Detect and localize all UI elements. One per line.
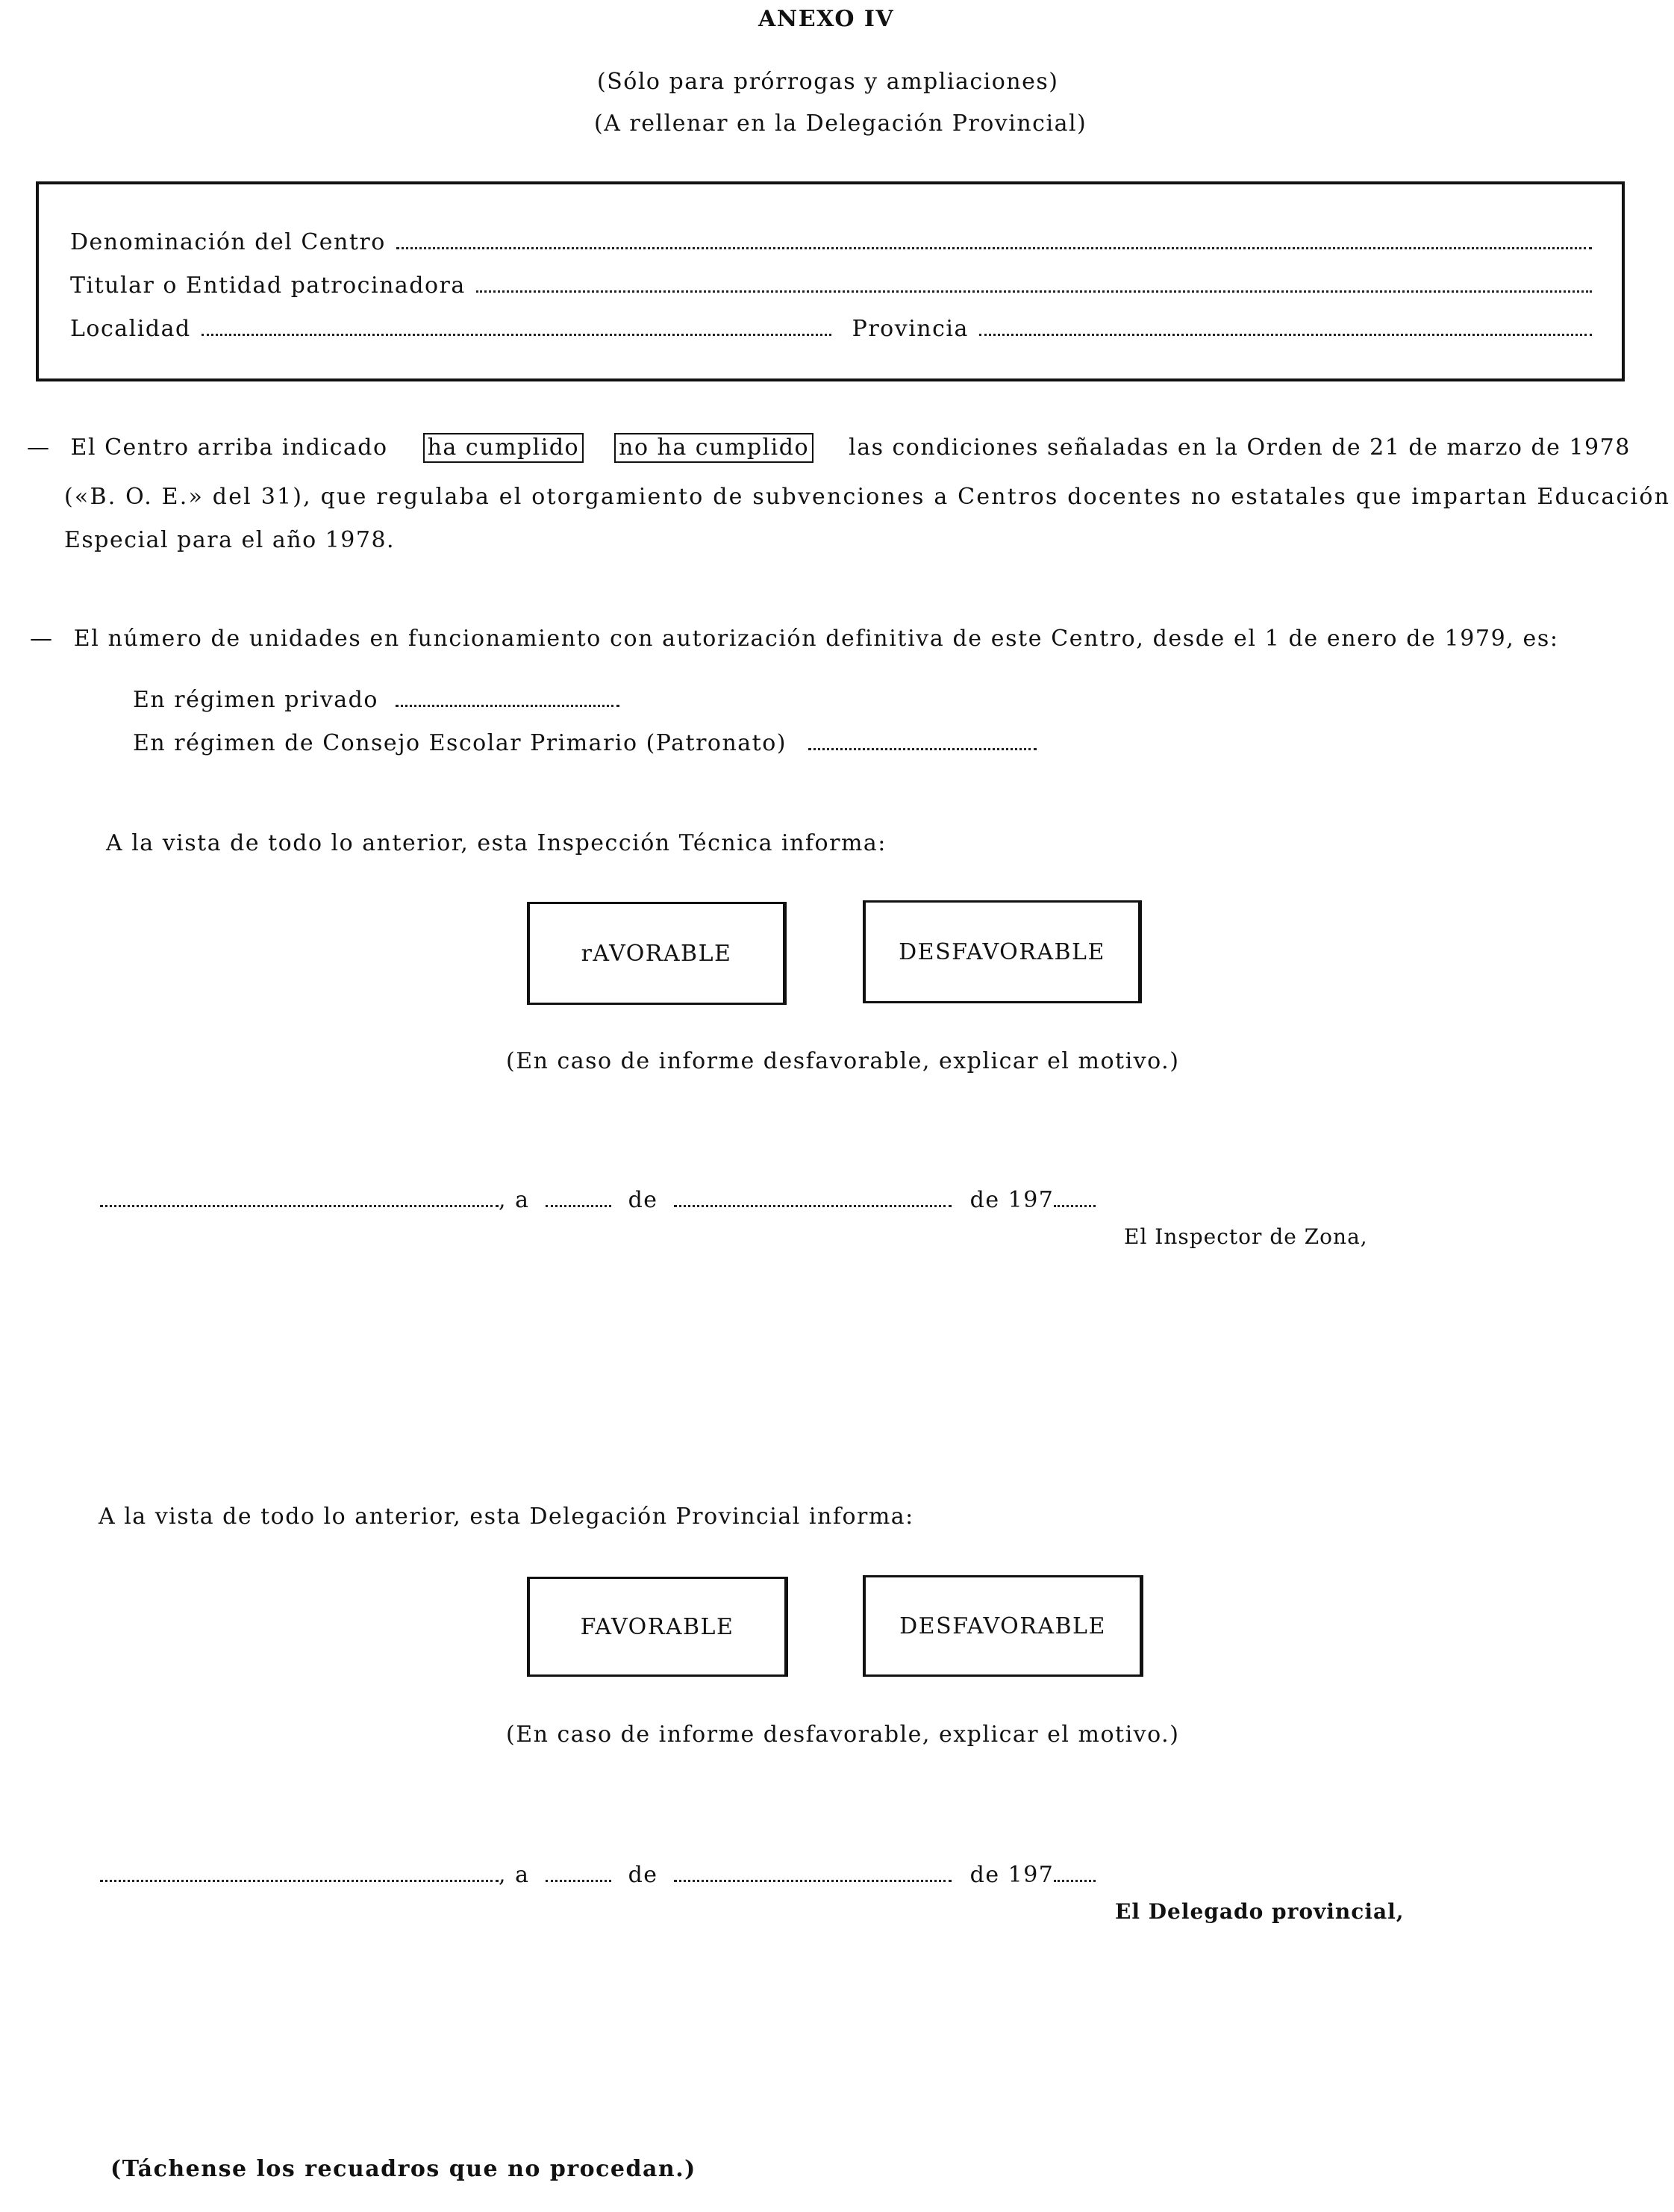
inspeccion-desfavorable-label: DESFAVORABLE: [899, 938, 1105, 965]
delegacion-de-text: de: [628, 1862, 658, 1888]
condiciones-rest: las condiciones señaladas en la Orden de 21 de marzo de 1978: [849, 434, 1631, 461]
inspeccion-favorable-box[interactable]: [527, 902, 787, 1005]
regimen-privado-label: En régimen privado: [133, 687, 378, 713]
provincia-label: Provincia: [852, 316, 969, 342]
delegacion-date-line: [100, 1862, 1096, 1888]
denominacion-row: [70, 229, 1592, 255]
dash-marker: —: [30, 626, 54, 652]
inspeccion-date-line: [100, 1187, 1096, 1213]
delegacion-a-text: , a: [499, 1862, 530, 1888]
unidades-text: El número de unidades en funcionamiento con autorización definitiva de este Centro, desde el 1 de enero de 1979, es:: [73, 626, 1559, 652]
condiciones-line2: («B. O. E.» del 31), que regulaba el otorgamiento de subvenciones a Centros docentes no estatales que impartan Educación: [64, 484, 1671, 510]
center-identification-box: [36, 181, 1625, 381]
delegacion-year-prefix: de 197: [969, 1862, 1055, 1888]
delegado-signature-label: El Delegado provincial,: [1115, 1899, 1405, 1924]
condiciones-line1: [27, 433, 1631, 463]
subtitle-delegacion: (A rellenar en la Delegación Provincial): [594, 110, 1087, 137]
inspeccion-year-prefix: de 197: [969, 1187, 1055, 1213]
localidad-provincia-row: [70, 316, 1592, 342]
titular-label: Titular o Entidad patrocinadora: [70, 272, 466, 299]
denominacion-label: Denominación del Centro: [70, 229, 386, 255]
inspeccion-month-field[interactable]: [674, 1188, 952, 1207]
inspeccion-year-field[interactable]: [1054, 1188, 1096, 1207]
inspeccion-a-text: , a: [499, 1187, 530, 1213]
option-ha-cumplido[interactable]: ha cumplido: [423, 433, 584, 463]
delegacion-favorable-label: FAVORABLE: [580, 1613, 734, 1640]
delegacion-day-field[interactable]: [546, 1863, 611, 1882]
delegacion-place-field[interactable]: [100, 1863, 499, 1882]
condiciones-lead: El Centro arriba indicado: [70, 434, 388, 461]
delegacion-intro: A la vista de todo lo anterior, esta Delegación Provincial informa:: [99, 1504, 914, 1530]
regimen-privado-field[interactable]: [396, 688, 619, 707]
inspeccion-place-field[interactable]: [100, 1188, 499, 1207]
inspeccion-favorable-label: rAVORABLE: [581, 940, 732, 967]
localidad-label: Localidad: [70, 316, 191, 342]
delegacion-month-field[interactable]: [674, 1863, 952, 1882]
option-no-ha-cumplido[interactable]: no ha cumplido: [614, 433, 813, 463]
provincia-field[interactable]: [979, 317, 1592, 336]
regimen-consejo-field[interactable]: [808, 732, 1037, 750]
subtitle-prorrogas: (Sólo para prórrogas y ampliaciones): [597, 69, 1059, 95]
inspeccion-desfavorable-box[interactable]: [863, 900, 1142, 1003]
unidades-line: [30, 626, 1559, 652]
inspeccion-intro: A la vista de todo lo anterior, esta Inspección Técnica informa:: [106, 830, 887, 856]
inspeccion-note: (En caso de informe desfavorable, explicar el motivo.): [506, 1048, 1180, 1074]
condiciones-line3: Especial para el año 1978.: [64, 527, 396, 553]
regimen-consejo-label: En régimen de Consejo Escolar Primario (Patronato): [133, 730, 787, 756]
delegacion-desfavorable-box[interactable]: [863, 1575, 1143, 1677]
regimen-consejo-row: [133, 730, 1037, 756]
document-title: ANEXO IV: [758, 6, 895, 32]
footer-note: (Táchense los recuadros que no procedan.): [110, 2156, 696, 2182]
delegacion-note: (En caso de informe desfavorable, explicar el motivo.): [506, 1722, 1180, 1748]
delegacion-year-field[interactable]: [1054, 1863, 1096, 1882]
delegacion-desfavorable-label: DESFAVORABLE: [899, 1613, 1106, 1639]
delegacion-favorable-box[interactable]: [527, 1577, 788, 1677]
inspeccion-de-text: de: [628, 1187, 658, 1213]
inspector-signature-label: El Inspector de Zona,: [1124, 1224, 1368, 1249]
titular-field[interactable]: [476, 274, 1592, 293]
dash-marker: —: [27, 434, 51, 461]
localidad-field[interactable]: [202, 317, 831, 336]
denominacion-field[interactable]: [396, 231, 1592, 249]
titular-row: [70, 272, 1592, 299]
regimen-privado-row: [133, 687, 619, 713]
inspeccion-day-field[interactable]: [546, 1188, 611, 1207]
